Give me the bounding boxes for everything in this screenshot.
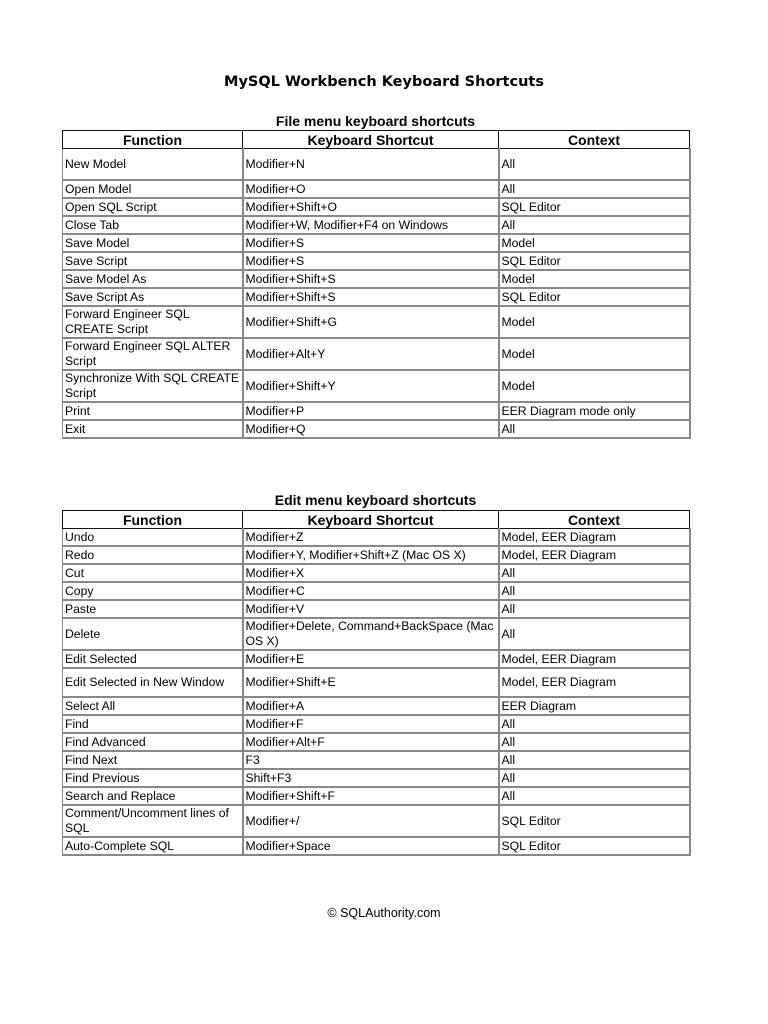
context-cell: All [499,618,690,650]
context-cell: Model, EER Diagram [499,650,690,668]
shortcut-cell: Modifier+Shift+S [243,288,499,306]
function-cell: Search and Replace [63,787,243,805]
function-cell: Find [63,715,243,733]
shortcut-column-header: Keyboard Shortcut [243,511,499,529]
table-row [63,216,690,234]
function-cell: Find Previous [63,769,243,787]
shortcut-cell: Modifier+W, Modifier+F4 on Windows [243,216,499,234]
shortcut-cell: Modifier+Alt+Y [243,338,499,370]
shortcut-cell: Modifier+O [243,180,499,198]
function-cell: Forward Engineer SQL CREATE Script [63,306,243,338]
table-row [63,270,690,288]
shortcut-cell: Shift+F3 [243,769,499,787]
context-cell: All [499,715,690,733]
function-cell: Print [63,402,243,420]
context-cell: Model [499,270,690,288]
table-row [63,733,690,751]
context-column-header: Context [499,511,690,529]
shortcut-cell: Modifier+P [243,402,499,420]
context-cell: Model [499,306,690,338]
shortcut-cell: Modifier+Shift+F [243,787,499,805]
function-cell: Close Tab [63,216,243,234]
file-menu-table [62,130,691,439]
table-row [63,618,690,650]
function-cell: Edit Selected in New Window [63,668,243,697]
table-row [63,600,690,618]
function-cell: Delete [63,618,243,650]
shortcut-cell: Modifier+Delete, Command+BackSpace (Mac OS X) [243,618,499,650]
shortcut-cell: Modifier+Shift+E [243,668,499,697]
context-cell: All [499,216,690,234]
table-row [63,582,690,600]
shortcut-cell: Modifier+Space [243,837,499,855]
file-menu-heading: File menu keyboard shortcuts [275,113,476,129]
function-cell: Open Model [63,180,243,198]
function-cell: Synchronize With SQL CREATE Script [63,370,243,402]
function-cell: Save Script [63,252,243,270]
shortcut-cell: Modifier+Q [243,420,499,438]
function-cell: Copy [63,582,243,600]
shortcut-cell: Modifier+Y, Modifier+Shift+Z (Mac OS X) [243,546,499,564]
function-cell: Undo [63,529,243,547]
shortcut-cell: Modifier+E [243,650,499,668]
shortcut-cell: Modifier+Shift+G [243,306,499,338]
table-row [63,149,690,181]
edit-menu-table [62,510,691,856]
table-row [63,787,690,805]
table-header-row [63,131,690,149]
edit-menu-heading: Edit menu keyboard shortcuts [274,492,477,508]
shortcut-column-header: Keyboard Shortcut [243,131,499,149]
shortcut-cell: Modifier+Shift+O [243,198,499,216]
table-row [63,650,690,668]
function-column-header: Function [63,131,243,149]
table-row [63,234,690,252]
function-cell: Open SQL Script [63,198,243,216]
table-row [63,180,690,198]
function-column-header: Function [63,511,243,529]
context-cell: Model [499,234,690,252]
table-row [63,715,690,733]
table-row [63,546,690,564]
context-cell: All [499,751,690,769]
table-row [63,697,690,715]
context-cell: Model, EER Diagram [499,546,690,564]
table-row [63,402,690,420]
context-cell: All [499,769,690,787]
table-row [63,288,690,306]
context-cell: EER Diagram mode only [499,402,690,420]
table-row [63,370,690,402]
context-cell: Model [499,338,690,370]
function-cell: New Model [63,149,243,181]
shortcut-cell: Modifier+A [243,697,499,715]
context-cell: Model, EER Diagram [499,668,690,697]
table-row [63,198,690,216]
function-cell: Find Next [63,751,243,769]
shortcut-cell: Modifier+Shift+S [243,270,499,288]
function-cell: Save Script As [63,288,243,306]
shortcut-cell: Modifier+/ [243,805,499,837]
function-cell: Forward Engineer SQL ALTER Script [63,338,243,370]
function-cell: Exit [63,420,243,438]
context-cell: SQL Editor [499,288,690,306]
shortcut-cell: Modifier+S [243,252,499,270]
function-cell: Cut [63,564,243,582]
function-cell: Save Model As [63,270,243,288]
context-cell: All [499,787,690,805]
shortcut-cell: F3 [243,751,499,769]
table-row [63,420,690,438]
context-cell: SQL Editor [499,805,690,837]
context-cell: All [499,733,690,751]
table-row [63,306,690,338]
shortcut-cell: Modifier+F [243,715,499,733]
table-header-row [63,511,690,529]
function-cell: Select All [63,697,243,715]
table-row [63,751,690,769]
context-column-header: Context [499,131,690,149]
context-cell: All [499,149,690,181]
context-cell: Model, EER Diagram [499,529,690,547]
function-cell: Auto-Complete SQL [63,837,243,855]
shortcut-cell: Modifier+C [243,582,499,600]
document-title: MySQL Workbench Keyboard Shortcuts [224,74,544,90]
table-row [63,338,690,370]
shortcut-cell: Modifier+V [243,600,499,618]
function-cell: Paste [63,600,243,618]
function-cell: Find Advanced [63,733,243,751]
context-cell: All [499,582,690,600]
table-row [63,252,690,270]
function-cell: Comment/Uncomment lines of SQL [63,805,243,837]
shortcut-cell: Modifier+Z [243,529,499,547]
context-cell: All [499,180,690,198]
context-cell: SQL Editor [499,837,690,855]
table-row [63,837,690,855]
shortcut-cell: Modifier+Shift+Y [243,370,499,402]
shortcut-cell: Modifier+S [243,234,499,252]
context-cell: SQL Editor [499,198,690,216]
table-row [63,805,690,837]
table-row [63,564,690,582]
table-row [63,529,690,547]
table-row [63,769,690,787]
function-cell: Edit Selected [63,650,243,668]
context-cell: EER Diagram [499,697,690,715]
context-cell: SQL Editor [499,252,690,270]
context-cell: All [499,564,690,582]
context-cell: All [499,600,690,618]
context-cell: Model [499,370,690,402]
context-cell: All [499,420,690,438]
shortcut-cell: Modifier+N [243,149,499,181]
function-cell: Redo [63,546,243,564]
table-row [63,668,690,697]
copyright-footer: © SQLAuthority.com [327,906,441,920]
shortcut-cell: Modifier+Alt+F [243,733,499,751]
shortcut-cell: Modifier+X [243,564,499,582]
function-cell: Save Model [63,234,243,252]
